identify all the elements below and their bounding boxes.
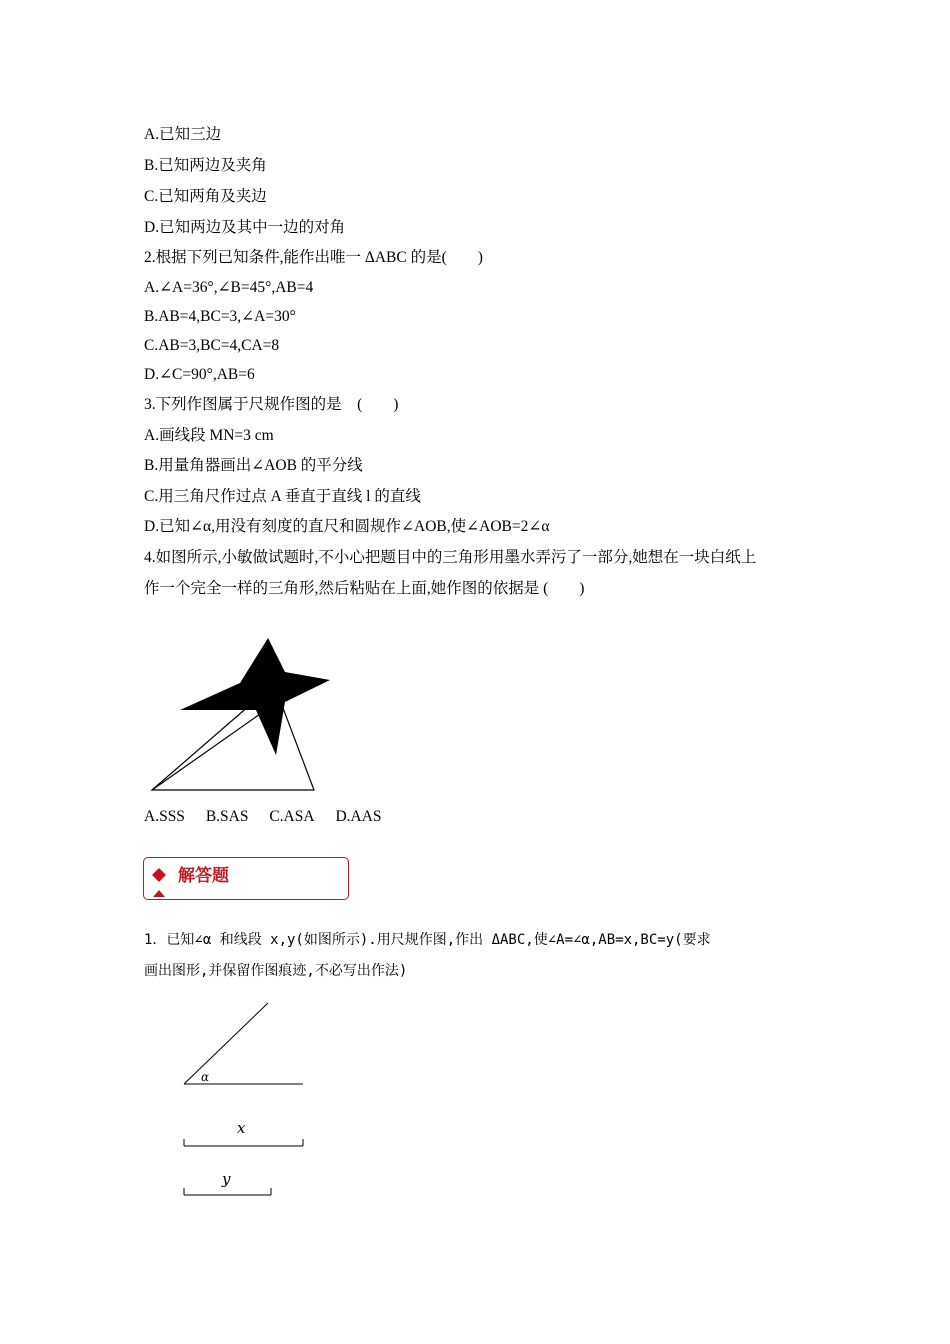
q1-option-d: D.已知两边及其中一边的对角: [144, 219, 346, 236]
p1-stem-line1: 1．已知∠α 和线段 x,y(如图所示).用尺规作图,作出 ΔABC,使∠A=∠α,AB=x,BC=y(要求: [144, 932, 711, 948]
q4-answer-options: [144, 807, 399, 827]
alpha-label: α: [201, 1070, 210, 1084]
q4-stem-line1: 4.如图所示,小敏做试题时,不小心把题目中的三角形用墨水弄污了一部分,她想在一块白纸上: [144, 549, 757, 566]
triangle-left-side: [152, 705, 250, 790]
q1-option-c: C.已知两角及夹边: [144, 188, 267, 205]
q3-stem: 3.下列作图属于尺规作图的是 ( ): [144, 396, 399, 413]
angle-ray-upper: [184, 1003, 268, 1084]
q4-option-d: D.AAS: [335, 808, 382, 825]
q2-option-c: C.AB=3,BC=4,CA=8: [144, 337, 280, 354]
diamond-bullet-icon: [150, 867, 168, 899]
ink-stained-triangle-figure: [140, 630, 340, 800]
q3-option-d: D.已知∠α,用没有刻度的直尺和圆规作∠AOB,使∠AOB=2∠α: [144, 518, 550, 535]
p1-stem-line2: 画出图形,并保留作图痕迹,不必写出作法): [144, 963, 408, 979]
q1-option-b: B.已知两边及夹角: [144, 157, 267, 174]
section-title: 解答题: [178, 866, 229, 886]
q2-stem: 2.根据下列已知条件,能作出唯一 ΔABC 的是( ): [144, 249, 483, 266]
q1-option-a: A.已知三边: [144, 126, 222, 143]
q2-option-a: A.∠A=36°,∠B=45°,AB=4: [144, 279, 314, 296]
q3-option-c: C.用三角尺作过点 A 垂直于直线 l 的直线: [144, 488, 421, 505]
q3-option-b: B.用量角器画出∠AOB 的平分线: [144, 457, 363, 474]
x-label: x: [237, 1119, 246, 1137]
ink-blot-shape: [180, 638, 330, 755]
q2-option-d: D.∠C=90°,AB=6: [144, 366, 255, 383]
y-label: y: [222, 1170, 231, 1188]
q2-option-b: B.AB=4,BC=3,∠A=30°: [144, 308, 296, 325]
q4-stem-line2: 作一个完全一样的三角形,然后粘贴在上面,她作图的依据是 ( ): [144, 580, 585, 597]
angle-and-segments-figure: [175, 995, 315, 1205]
q4-option-c: C.ASA: [269, 808, 315, 825]
q4-option-b: B.SAS: [205, 808, 249, 825]
triangle-outline: [152, 700, 314, 790]
q3-option-a: A.画线段 MN=3 cm: [144, 427, 274, 444]
section-header-box: [143, 857, 349, 900]
q4-option-a: A.SSS: [144, 808, 185, 825]
